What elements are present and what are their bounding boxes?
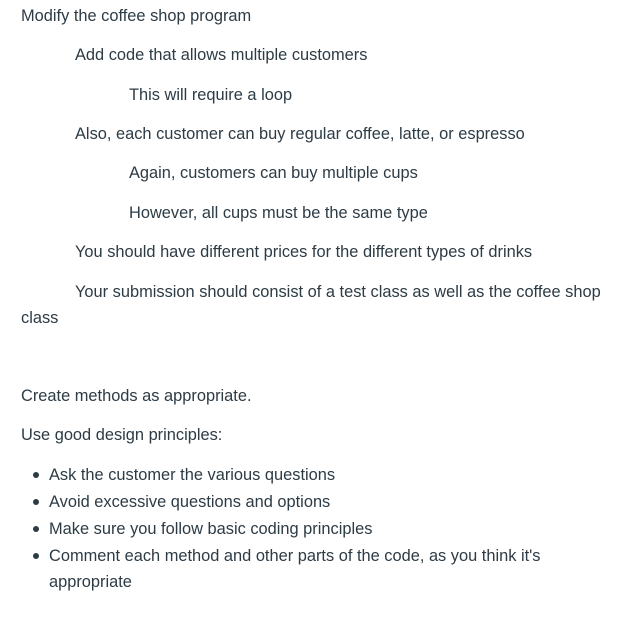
instruction-loop: This will require a loop bbox=[129, 86, 293, 104]
principles-list bbox=[21, 462, 621, 596]
instruction-same-type: However, all cups must be the same type bbox=[129, 204, 428, 222]
list-item: Avoid excessive questions and options bbox=[21, 489, 621, 515]
list-item: Make sure you follow basic coding principles bbox=[21, 516, 621, 542]
heading: Modify the coffee shop program bbox=[21, 7, 252, 25]
methods-note: Create methods as appropriate. bbox=[21, 387, 252, 405]
bullet-icon bbox=[33, 553, 39, 559]
instruction-prices: You should have different prices for the different types of drinks bbox=[75, 243, 533, 261]
bullet-icon bbox=[33, 499, 39, 505]
bullet-icon bbox=[33, 526, 39, 532]
instruction-multiple-cups: Again, customers can buy multiple cups bbox=[129, 164, 418, 182]
instruction-submission bbox=[21, 279, 631, 331]
list-item: Comment each method and other parts of the code, as you think it's appropriate bbox=[21, 543, 621, 595]
list-item: Ask the customer the various questions bbox=[21, 462, 621, 488]
instruction-drink-types: Also, each customer can buy regular coffee, latte, or espresso bbox=[75, 125, 525, 143]
bullet-icon bbox=[33, 472, 39, 478]
design-note: Use good design principles: bbox=[21, 426, 223, 444]
instruction-submission-text: Your submission should consist of a test class as well as the coffee shop class bbox=[21, 283, 601, 327]
instruction-multiple-customers: Add code that allows multiple customers bbox=[75, 46, 368, 64]
